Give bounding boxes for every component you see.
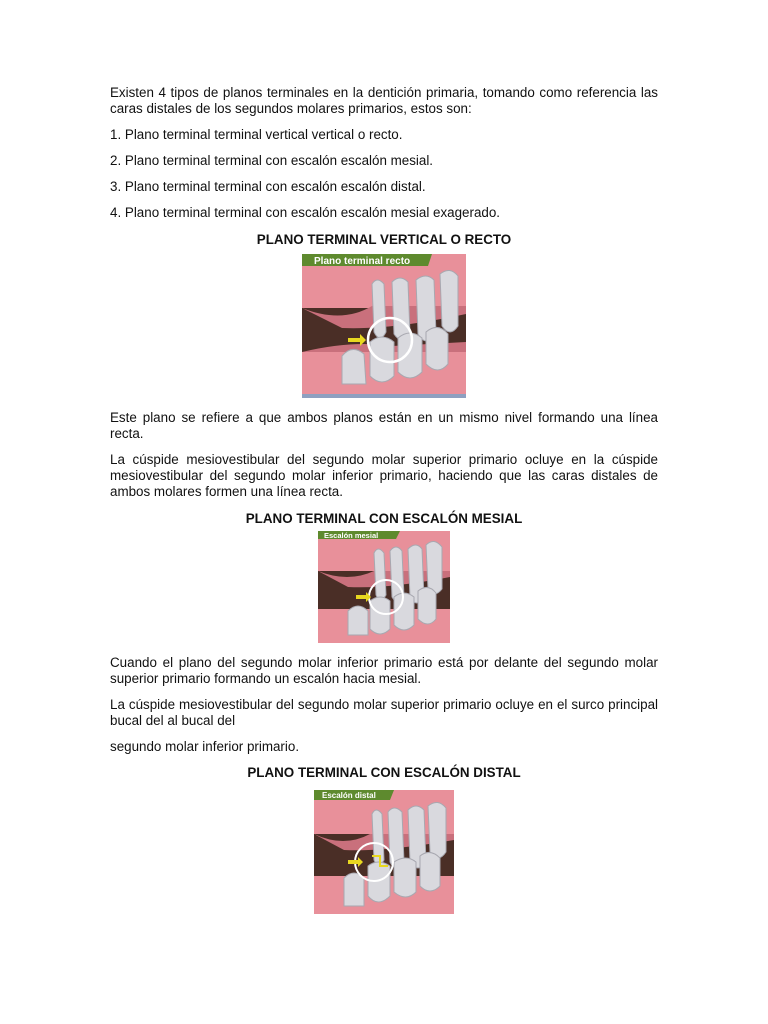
section-heading-distal: PLANO TERMINAL CON ESCALÓN DISTAL [247,765,521,780]
paragraph: La cúspide mesiovestibular del segundo molar superior primario ocluye en el surco principal bucal del al bucal del [110,697,658,728]
list-item: 1. Plano terminal terminal vertical vertical o recto. [110,127,403,142]
figure-label: Escalón distal [322,791,376,800]
list-item: 4. Plano terminal terminal con escalón escalón mesial exagerado. [110,205,501,220]
figure-escalon-mesial [318,531,450,643]
document-page [110,85,658,914]
figure-escalon-distal [314,790,454,914]
figure-label: Escalón mesial [324,531,379,540]
intro-paragraph: Existen 4 tipos de planos terminales en la dentición primaria, tomando como referencia las caras distales de los segundos molares primarios, estos son: [110,85,658,116]
figure-label: Plano terminal recto [314,256,411,267]
figure-plano-recto [302,254,466,398]
list-item: 2. Plano terminal terminal con escalón escalón mesial. [110,153,434,168]
list-item: 3. Plano terminal terminal con escalón escalón distal. [110,179,426,194]
paragraph: La cúspide mesiovestibular del segundo molar superior primario ocluye en la cúspide mesiovestibular del segundo molar inferior primario, haciendo que las caras distales de ambos molares formen una línea recta. [110,452,658,499]
paragraph: segundo molar inferior primario. [110,739,300,754]
section-heading-vertical: PLANO TERMINAL VERTICAL O RECTO [256,232,512,247]
section-heading-mesial: PLANO TERMINAL CON ESCALÓN MESIAL [245,511,523,526]
paragraph: Cuando el plano del segundo molar inferior primario está por delante del segundo molar superior primario formando un escalón hacia mesial. [110,655,658,686]
paragraph: Este plano se refiere a que ambos planos están en un mismo nivel formando una línea recta. [110,410,658,441]
